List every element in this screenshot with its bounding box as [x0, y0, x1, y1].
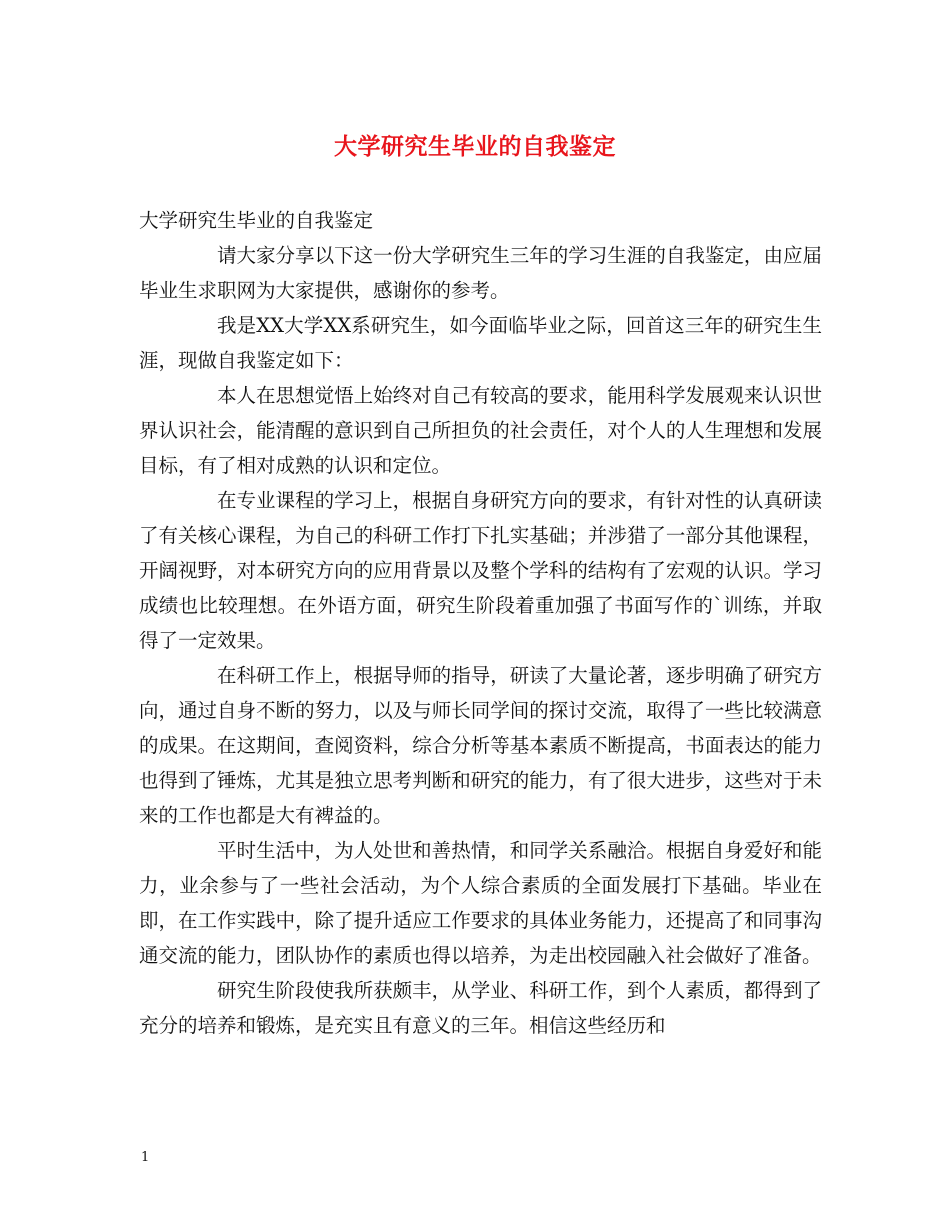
- paragraph-coursework: 在专业课程的学习上，根据自身研究方向的要求，有针对性的认真研读了有关核心课程，为自己的科研工作打下扎实基础；并涉猎了一部分其他课程，开阔视野，对本研究方向的应用背景以及整个学科的结构有了宏观的认识。学习成绩也比较理想。在外语方面，研究生阶段着重加强了书面写作的`训练，并取得了一定效果。: [139, 489, 822, 652]
- paragraph-ideology: 本人在思想觉悟上始终对自己有较高的要求，能用科学发展观来认识世界认识社会，能清醒的意识到自己所担负的社会责任，对个人的人生理想和发展目标，有了相对成熟的认识和定位。: [139, 384, 822, 477]
- document-subtitle: 大学研究生毕业的自我鉴定: [139, 209, 374, 232]
- document-title: 大学研究生毕业的自我鉴定: [334, 133, 616, 160]
- paragraph-self-introduction: 我是XX大学XX系研究生，如今面临毕业之际，回首这三年的研究生生涯，现做自我鉴定如下：: [139, 314, 822, 372]
- paragraph-intro: 请大家分享以下这一份大学研究生三年的学习生涯的自我鉴定，由应届毕业生求职网为大家提供，感谢你的参考。: [139, 244, 822, 302]
- paragraph-daily-life: 平时生活中，为人处世和善热情，和同学关系融洽。根据自身爱好和能力，业余参与了一些社会活动，为个人综合素质的全面发展打下基础。毕业在即，在工作实践中，除了提升适应工作要求的具体业务能力，还提高了和同事沟通交流的能力，团队协作的素质也得以培养，为走出校园融入社会做好了准备。: [139, 839, 822, 967]
- paragraph-research: 在科研工作上，根据导师的指导，研读了大量论著，逐步明确了研究方向，通过自身不断的努力，以及与师长同学间的探讨交流，取得了一些比较满意的成果。在这期间，查阅资料，综合分析等基本素质不断提高，书面表达的能力也得到了锤炼，尤其是独立思考判断和研究的能力，有了很大进步，这些对于未来的工作也都是大有裨益的。: [139, 664, 822, 827]
- document-body: [139, 203, 822, 1043]
- paragraph-conclusion: 研究生阶段使我所获颇丰，从学业、科研工作，到个人素质，都得到了充分的培养和锻炼，是充实且有意义的三年。相信这些经历和: [139, 979, 822, 1037]
- page-number: 1: [141, 1150, 150, 1165]
